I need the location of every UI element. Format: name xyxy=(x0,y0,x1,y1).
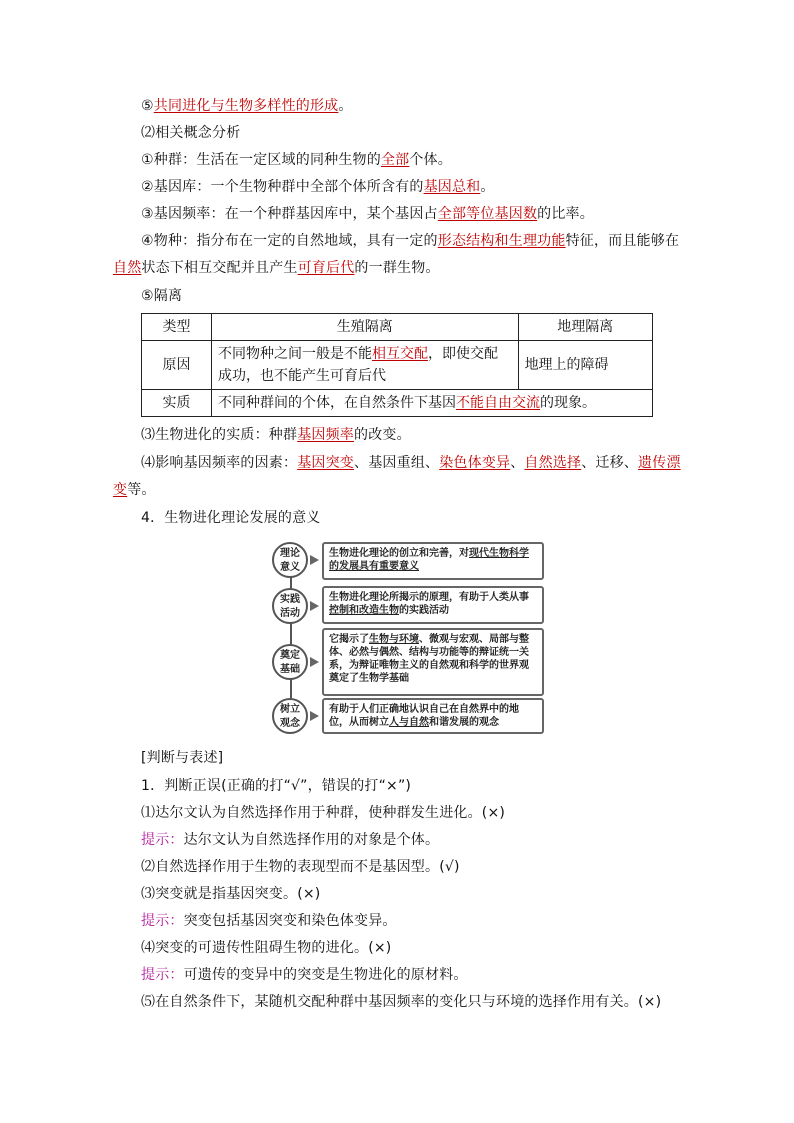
node-foundation xyxy=(272,644,308,680)
text: 现代生物科学的发展具有重要意义 xyxy=(329,548,529,572)
text: 、 xyxy=(510,455,525,471)
question-instructions: 1．判断正误(正确的打“√”，错误的打“×”) xyxy=(141,778,412,794)
text: ④物种：指分布在一定的自然地域，具有一定的 xyxy=(141,233,438,249)
arrow-icon xyxy=(310,601,319,611)
node-theory-significance xyxy=(272,542,308,578)
table-cell-geographic-cause: 地理上的障碍 xyxy=(518,341,652,390)
node-label: 理论 意义 xyxy=(280,548,300,573)
text: 。 xyxy=(338,98,353,114)
line-gene-frequency xyxy=(141,204,594,224)
heading-isolation: ⑤隔离 xyxy=(141,288,183,304)
question-2: ⑵自然选择作用于生物的表现型而不是基因型。(√) xyxy=(141,859,460,875)
answer-text: 基因总和 xyxy=(423,179,481,195)
text: ①种群：生活在一定区域的同种生物的 xyxy=(141,152,381,168)
text: 、基因重组、 xyxy=(354,455,440,471)
answer-text: 自然 xyxy=(113,260,142,276)
answer-text: 自然选择 xyxy=(524,455,582,471)
text: 可遗传的变异中的突变是生物进化的原材料。 xyxy=(183,967,468,983)
hint-label: 提示： xyxy=(141,913,184,929)
arrow-icon xyxy=(310,555,319,565)
text: 的改变。 xyxy=(354,427,411,443)
answer-text: 共同进化与生物多样性的形成 xyxy=(153,98,339,114)
text: 有助于人们正确地认识自己在自然界中的地位，从而树立 xyxy=(329,704,519,728)
hint-label: 提示： xyxy=(141,967,184,983)
node-practice xyxy=(272,588,308,624)
text: 不同种群间的个体，在自然条件下基因 xyxy=(217,395,456,411)
table-cell-cause: 原因 xyxy=(142,341,212,390)
text: 人与自然 xyxy=(389,717,429,728)
text: 它揭示了 xyxy=(329,634,369,645)
line-coevolution xyxy=(141,96,353,116)
line-population xyxy=(141,150,452,170)
text: 的一群生物。 xyxy=(354,260,440,276)
text: 控制和改造生物 xyxy=(329,605,399,616)
text: ③基因频率：在一个种群基因库中，某个基因占 xyxy=(141,206,438,222)
text: 生物进化理论所揭示的原理，有助于人类从事 xyxy=(329,592,529,603)
text: 突变包括基因突变和染色体变异。 xyxy=(183,913,397,929)
question-1: ⑴达尔文认为自然选择作用于种群，使种群发生进化。(×) xyxy=(141,805,506,821)
answer-text: 基因突变 xyxy=(297,455,355,471)
text: 的比率。 xyxy=(537,206,594,222)
line-factors-cont xyxy=(113,480,156,500)
table-row xyxy=(142,390,653,417)
text: 特征，而且能够在 xyxy=(565,233,680,249)
box-theory-significance xyxy=(322,542,544,580)
table-row xyxy=(142,314,653,341)
text: 、微观与宏观、局部与整体、必然与偶然、结构与功能等的辩证统一关系，为辩证唯物主义的自然观和科学的世界观奠定了生物学基础 xyxy=(329,634,529,684)
answer-text: 全部 xyxy=(380,152,410,168)
line-factors xyxy=(141,453,681,473)
node-label: 奠定 基础 xyxy=(280,650,300,675)
table-row xyxy=(142,341,653,390)
arrow-icon xyxy=(310,711,319,721)
text: 生物进化理论的创立和完善，对 xyxy=(329,548,469,559)
question-5: ⑸在自然条件下，某随机交配种群中基因频率的变化只与环境的选择作用有关。(×) xyxy=(141,994,662,1010)
text: 生物与环境 xyxy=(369,634,419,645)
text: 等。 xyxy=(127,482,156,498)
text: 个体。 xyxy=(409,152,452,168)
box-practice xyxy=(322,586,544,624)
table-header-reproductive: 生殖隔离 xyxy=(211,314,518,341)
heading-significance: 4．生物进化理论发展的意义 xyxy=(141,510,321,526)
answer-text: 基因频率 xyxy=(297,427,355,443)
text: ⑶生物进化的实质：种群 xyxy=(141,427,298,443)
answer-text: 染色体变异 xyxy=(439,455,511,471)
node-label: 树立 观念 xyxy=(280,704,300,729)
answer-text: 可育后代 xyxy=(297,260,355,276)
node-label: 实践 活动 xyxy=(280,594,300,619)
text: ⑷影响基因频率的因素： xyxy=(141,455,298,471)
hint-1 xyxy=(141,830,439,850)
text: 的现象。 xyxy=(539,395,596,411)
heading-concepts: ⑵相关概念分析 xyxy=(141,125,241,141)
answer-text: 变 xyxy=(113,482,128,498)
isolation-table xyxy=(141,313,653,417)
table-header-geographic: 地理隔离 xyxy=(518,314,652,341)
text: 状态下相互交配并且产生 xyxy=(141,260,298,276)
table-cell-essence: 实质 xyxy=(142,390,212,417)
hint-3 xyxy=(141,911,397,931)
answer-text: 相互交配 xyxy=(371,346,428,362)
arrow-icon xyxy=(310,657,319,667)
table-cell-reproductive-cause xyxy=(211,341,518,390)
table-cell-essence-text xyxy=(211,390,652,417)
table-header-type: 类型 xyxy=(142,314,212,341)
answer-text: 不能自由交流 xyxy=(455,395,540,411)
answer-text: 遗传漂 xyxy=(638,455,681,471)
text: 和谐发展的观念 xyxy=(429,717,499,728)
question-4: ⑷突变的可遗传性阻碍生物的进化。(×) xyxy=(141,940,392,956)
answer-text: 全部等位基因数 xyxy=(437,206,538,222)
text: ，即使交配 xyxy=(427,346,498,362)
line-gene-pool xyxy=(141,177,495,197)
significance-diagram xyxy=(272,538,552,736)
node-concept xyxy=(272,698,308,734)
line-essence xyxy=(141,425,411,445)
line-species-cont xyxy=(113,258,440,278)
heading-judge: [判断与表述] xyxy=(141,750,224,766)
answer-text: 形态结构和生理功能 xyxy=(437,233,566,249)
hint-4 xyxy=(141,965,468,985)
text: ⑤ xyxy=(141,98,154,114)
text: 成功，也不能产生可育后代 xyxy=(217,368,386,384)
text: 。 xyxy=(480,179,495,195)
question-3: ⑶突变就是指基因突变。(×) xyxy=(141,886,321,902)
hint-label: 提示： xyxy=(141,832,184,848)
connector-line xyxy=(290,560,292,710)
text: 达尔文认为自然选择作用的对象是个体。 xyxy=(183,832,440,848)
box-foundation xyxy=(322,628,544,696)
text: 不同物种之间一般是不能 xyxy=(217,346,372,362)
box-concept xyxy=(322,698,544,734)
text: 、迁移、 xyxy=(581,455,639,471)
text: 的实践活动 xyxy=(399,605,449,616)
text: ②基因库：一个生物种群中全部个体所含有的 xyxy=(141,179,424,195)
line-species xyxy=(141,231,679,251)
